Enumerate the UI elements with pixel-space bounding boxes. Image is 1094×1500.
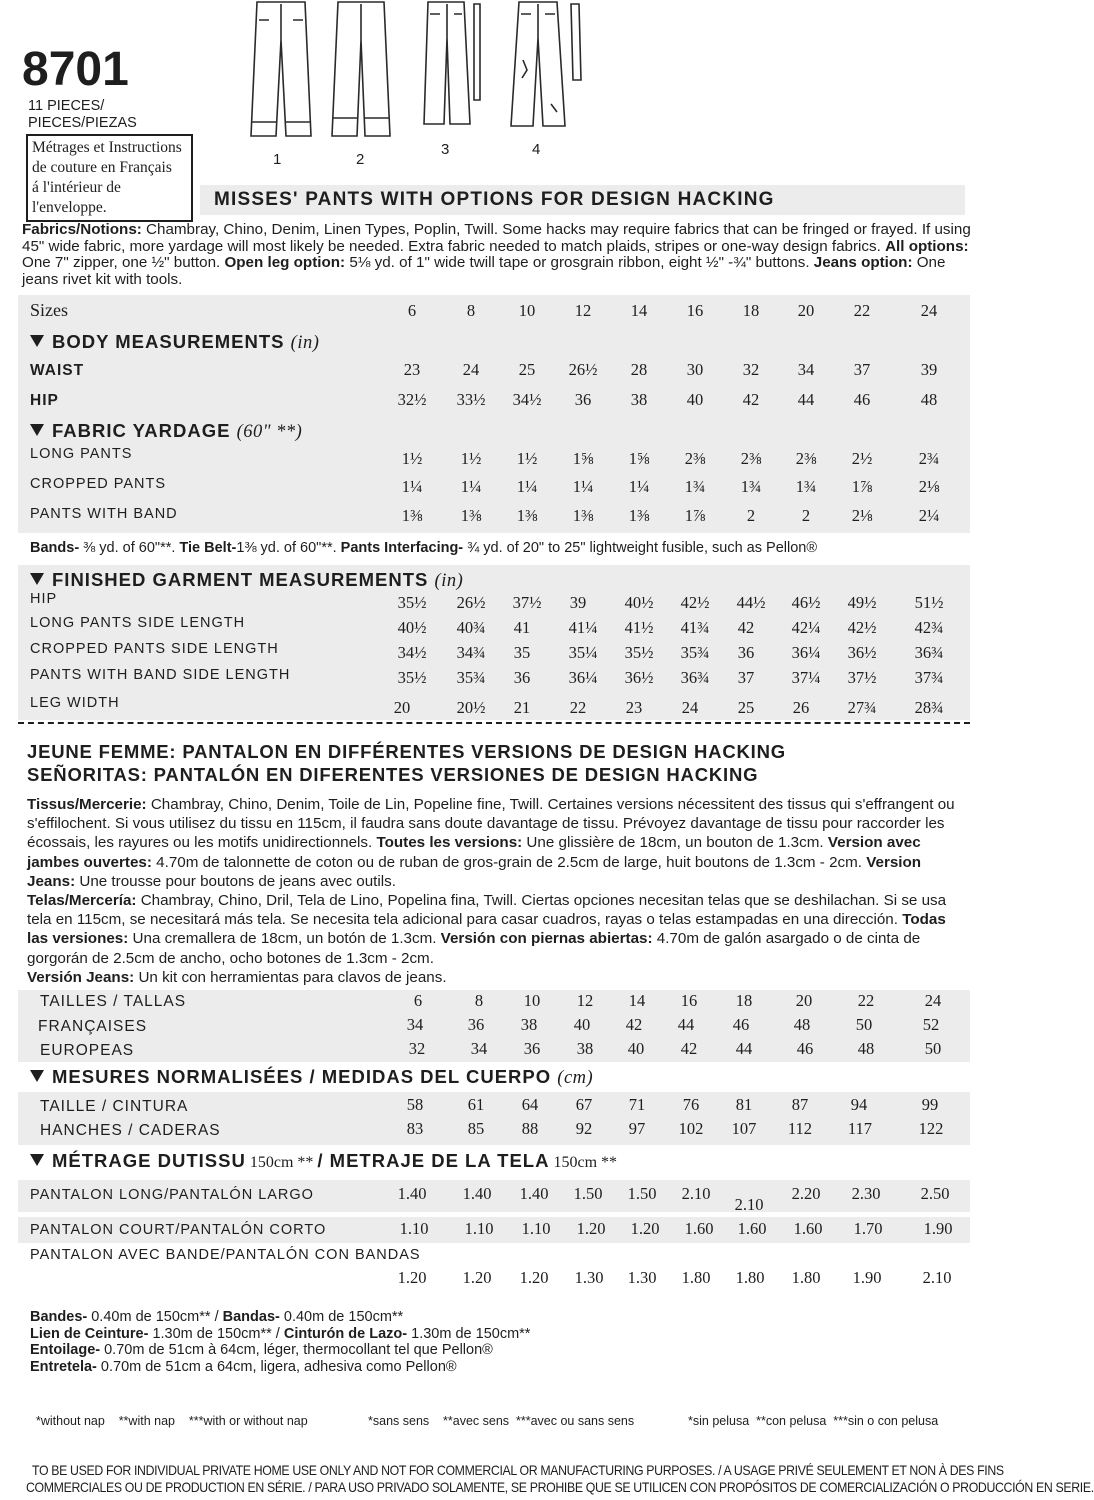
size-cell: 18 <box>742 301 760 320</box>
finished-cell: 27¾ <box>847 698 877 717</box>
metric-body-heading: MESURES NORMALISÉES / MEDIDAS DEL CUERPO (cm) <box>30 1066 593 1089</box>
metric-yardage-cell: 1.80 <box>735 1268 765 1287</box>
tailles-label: TAILLES / TALLAS <box>40 993 187 1010</box>
footnote-en: *without nap **with nap ***with or without nap <box>36 1414 308 1428</box>
footnote-es: *sin pelusa **con pelusa ***sin o con pelusa <box>688 1414 939 1428</box>
size-cell: 16 <box>680 991 698 1010</box>
fabrics-notions-en <box>22 222 977 288</box>
yardage-cell: 1⅜ <box>401 506 423 525</box>
metric-yardage-cell: 1.30 <box>627 1268 657 1287</box>
metric-yardage-cell: 1.80 <box>681 1268 711 1287</box>
body-cell: 85 <box>467 1119 485 1138</box>
long-side-length-label: LONG PANTS SIDE LENGTH <box>30 615 246 631</box>
finished-cell: 42½ <box>847 618 877 637</box>
yardage-cell: 1½ <box>516 449 538 468</box>
metric-yardage-heading: MÉTRAGE DUTISSU 150cm ** / METRAJE DE LA TELA 150cm ** <box>30 1150 617 1172</box>
body-cell: 102 <box>678 1119 704 1138</box>
waist-cell: 23 <box>403 360 421 379</box>
finished-cell: 35¾ <box>456 668 486 687</box>
pants-with-band-label: PANTS WITH BAND <box>30 506 178 522</box>
yardage-cell: 1¼ <box>628 477 650 496</box>
metric-yardage-cell: 1.10 <box>521 1219 551 1238</box>
finished-cell: 36¼ <box>568 668 598 687</box>
waist-cell: 30 <box>686 360 704 379</box>
size-cell: 18 <box>735 991 753 1010</box>
size-cell: 44 <box>677 1015 695 1034</box>
all-options-label: All options: <box>885 237 969 255</box>
cropped-side-length-label: CROPPED PANTS SIDE LENGTH <box>30 641 279 657</box>
fabric-yardage-heading: FABRIC YARDAGE (60" **) <box>30 420 302 443</box>
finished-cell: 35½ <box>624 643 654 662</box>
finished-cell: 35¼ <box>568 643 598 662</box>
size-cell: 10 <box>518 301 536 320</box>
yardage-cell: 2⅜ <box>684 449 706 468</box>
title-es: SEÑORITAS: PANTALÓN EN DIFERENTES VERSIONES DE DESIGN HACKING <box>27 764 759 785</box>
finished-cell: 39 <box>569 593 587 612</box>
finished-cell: 20½ <box>456 698 486 717</box>
finished-cell: 34½ <box>397 643 427 662</box>
view-label-1: 1 <box>273 151 282 168</box>
size-cell: 16 <box>686 301 704 320</box>
finished-cell: 42¼ <box>791 618 821 637</box>
body-cell: 61 <box>467 1095 485 1114</box>
metric-yardage-cell: 1.30 <box>574 1268 604 1287</box>
body-cell: 94 <box>850 1095 868 1114</box>
body-cell: 117 <box>847 1119 873 1138</box>
body-cell: 81 <box>735 1095 753 1114</box>
metric-yardage-cell: 2.10 <box>681 1184 711 1203</box>
hip-label: HIP <box>30 392 59 409</box>
triangle-down-icon <box>30 573 44 585</box>
size-cell: 52 <box>922 1015 940 1034</box>
finished-cell: 49½ <box>847 593 877 612</box>
metric-yardage-cell: 1.80 <box>791 1268 821 1287</box>
size-cell: 32 <box>408 1039 426 1058</box>
yardage-cell: 2⅜ <box>740 449 762 468</box>
metric-yardage-cell: 1.40 <box>397 1184 427 1203</box>
fr-box-line-2: de couture en Français <box>32 159 172 176</box>
triangle-down-icon <box>30 424 44 436</box>
finished-cell: 21 <box>513 698 531 717</box>
size-cell: 36 <box>467 1015 485 1034</box>
finished-cell: 37¾ <box>914 668 944 687</box>
finished-cell: 25 <box>737 698 755 717</box>
hip-cell: 42 <box>742 390 760 409</box>
metric-yardage-cell: 1.60 <box>737 1219 767 1238</box>
view-label-2: 2 <box>356 151 365 168</box>
size-cell: 48 <box>857 1039 875 1058</box>
finished-cell: 24 <box>681 698 699 717</box>
finished-cell: 36½ <box>847 643 877 662</box>
size-cell: 8 <box>466 301 476 320</box>
size-cell: 44 <box>735 1039 753 1058</box>
interfacing-note-es: Entretela- 0.70m de 51cm a 64cm, ligera, adhesiva como Pellon® <box>30 1358 457 1375</box>
hip-cell: 32½ <box>397 390 427 409</box>
pantalon-court-label: PANTALON COURT/PANTALÓN CORTO <box>30 1222 327 1238</box>
size-cell: 22 <box>857 991 875 1010</box>
fabrics-notions-fr-es: Tissus/Mercerie: Chambray, Chino, Denim, Toile de Lin, Popeline fine, Twill. Certaines versions nécessitent des tissus qui s'effrangent ou s'effilochent. Si vous utilisez du tissu en 115cm, il faudra sans doute davantage de tissu. Prévoyez davantage de tissu pour raccorder les écossais, les rayures ou les motifs unidirectionnels. Toutes les versions: Une glissière de 18cm, un bouton de 1.3cm. Version avec jambes ouvertes: 4.70m de talonnette de coton ou de ruban de gros-grain de 2.5cm de large, huit boutons de 1.3cm - 2cm. Version Jeans: Une trousse pour boutons de jeans avec outils. Telas/Mercería: Chambray, Chino, Dril, Tela de Lino, Popelina fina, Twill. Ciertas opciones necesitan telas que se deshilachan. Si se usa tela en 115cm, se necesitará más tela. Se necesita tela adicional para casar cuadros, rayas o telas estampadas en una dirección. Todas las versiones: Una cremallera de 18cm, un botón de 1.3cm. Versión con piernas abiertas: 4.70m de galón asargado o de cinta de gorgorán de 2.5cm de ancho, ocho botones de 1.3cm - 2cm. Versión Jeans: Un kit con herramientas para clavos de jeans. <box>27 796 955 986</box>
yardage-cell: 1⅞ <box>684 506 706 525</box>
size-cell: 20 <box>797 301 815 320</box>
finished-cell: 36 <box>737 643 755 662</box>
cropped-pants-label: CROPPED PANTS <box>30 476 167 492</box>
finished-cell: 41¾ <box>680 618 710 637</box>
pattern-number: 8701 <box>22 43 129 96</box>
metric-yardage-cell: 1.60 <box>793 1219 823 1238</box>
finished-cell: 26½ <box>456 593 486 612</box>
finished-cell: 36¾ <box>914 643 944 662</box>
metric-yardage-cell: 1.50 <box>573 1184 603 1203</box>
yardage-cell: 1½ <box>401 449 423 468</box>
metric-yardage-cell: 1.20 <box>519 1268 549 1287</box>
hip-cell: 33½ <box>456 390 486 409</box>
finished-cell: 22 <box>569 698 587 717</box>
finished-cell: 34¾ <box>456 643 486 662</box>
finished-cell: 36¾ <box>680 668 710 687</box>
triangle-down-icon <box>30 335 44 347</box>
fr-box-line-1: Métrages et Instructions <box>32 139 182 156</box>
yardage-cell: 2 <box>801 506 811 525</box>
size-cell: 14 <box>628 991 646 1010</box>
finished-cell: 42¾ <box>914 618 944 637</box>
open-leg-label: Open leg option: <box>224 254 346 271</box>
body-cell: 112 <box>787 1119 813 1138</box>
finished-cell: 35½ <box>397 593 427 612</box>
disclaimer-line-1: TO BE USED FOR INDIVIDUAL PRIVATE HOME USE ONLY AND NOT FOR COMMERCIAL OR MANUFACTURING PURPOSES. / A USAGE PRIVÉ SEULEMENT ET NON À DES FINS <box>32 1462 1004 1478</box>
finished-cell: 40½ <box>397 618 427 637</box>
yardage-cell: 1¾ <box>795 477 817 496</box>
metric-yardage-cell: 2.10 <box>922 1268 952 1287</box>
finished-cell: 42½ <box>680 593 710 612</box>
pieces-count-fr-es: PIECES/PIEZAS <box>28 115 137 131</box>
hip-cell: 38 <box>630 390 648 409</box>
yardage-cell: 1¼ <box>460 477 482 496</box>
finished-cell: 41 <box>513 618 531 637</box>
yardage-cell: 1⅜ <box>460 506 482 525</box>
jeans-option-label: Jeans option: <box>813 254 913 271</box>
view-4-illustration <box>505 0 585 130</box>
size-cell: 42 <box>625 1015 643 1034</box>
finished-cell: 40¾ <box>456 618 486 637</box>
body-cell: 67 <box>575 1095 593 1114</box>
finished-cell: 42 <box>737 618 755 637</box>
body-measurements-heading: BODY MEASUREMENTS (in) <box>30 331 319 354</box>
hanches-caderas-label: HANCHES / CADERAS <box>40 1122 221 1139</box>
yardage-cell: 2⅛ <box>918 477 940 496</box>
triangle-down-icon <box>30 1154 44 1166</box>
size-cell: 46 <box>732 1015 750 1034</box>
finished-cell: 23 <box>625 698 643 717</box>
metric-yardage-cell: 1.90 <box>923 1219 953 1238</box>
tie-belt-note-metric: Lien de Ceinture- 1.30m de 150cm** / Cinturón de Lazo- 1.30m de 150cm** <box>30 1325 531 1342</box>
metric-yardage-cell: 1.20 <box>462 1268 492 1287</box>
metric-yardage-cell: 1.20 <box>576 1219 606 1238</box>
francaises-label: FRANÇAISES <box>38 1018 148 1035</box>
waist-cell: 28 <box>630 360 648 379</box>
finished-measurements-heading: FINISHED GARMENT MEASUREMENTS (in) <box>30 569 463 592</box>
waist-cell: 34 <box>797 360 815 379</box>
pantalon-bande-label: PANTALON AVEC BANDE/PANTALÓN CON BANDAS <box>30 1247 421 1263</box>
finished-cell: 35¾ <box>680 643 710 662</box>
yardage-cell: 2⅛ <box>851 506 873 525</box>
size-cell: 22 <box>853 301 871 320</box>
fabrics-label: Fabrics/Notions: <box>22 221 142 238</box>
size-cell: 12 <box>574 301 592 320</box>
waist-label: WAIST <box>30 362 85 379</box>
hip-cell: 48 <box>920 390 938 409</box>
title-fr: JEUNE FEMME: PANTALON EN DIFFÉRENTES VERSIONS DE DESIGN HACKING <box>27 741 786 762</box>
body-cell: 83 <box>406 1119 424 1138</box>
triangle-down-icon <box>30 1070 44 1082</box>
finished-cell: 20 <box>393 698 411 717</box>
size-cell: 38 <box>576 1039 594 1058</box>
waist-cell: 37 <box>853 360 871 379</box>
metric-yardage-cell: 1.20 <box>397 1268 427 1287</box>
yardage-cell: 1⅞ <box>851 477 873 496</box>
footnote-fr: *sans sens **avec sens ***avec ou sans sens <box>368 1414 635 1428</box>
size-cell: 8 <box>474 991 484 1010</box>
open-leg-text: 5⅛ yd. of 1" wide twill tape or grosgrain ribbon, eight ½" -¾" buttons. <box>345 254 814 271</box>
yardage-cell: 2½ <box>851 449 873 468</box>
size-cell: 6 <box>407 301 417 320</box>
view-2-illustration <box>330 0 392 140</box>
size-cell: 50 <box>924 1039 942 1058</box>
body-cell: 64 <box>521 1095 539 1114</box>
waist-cell: 39 <box>920 360 938 379</box>
finished-cell: 37 <box>737 668 755 687</box>
metric-notes <box>30 1309 530 1375</box>
leg-width-label: LEG WIDTH <box>30 695 120 711</box>
long-pants-label: LONG PANTS <box>30 446 133 462</box>
all-options-text: One 7" zipper, one ½" button. <box>22 254 225 271</box>
finished-cell: 51½ <box>914 593 944 612</box>
size-cell: 50 <box>855 1015 873 1034</box>
yardage-cell: 1⅜ <box>628 506 650 525</box>
metric-yardage-cell: 1.10 <box>464 1219 494 1238</box>
fr-box-line-4: l'enveloppe. <box>32 199 107 216</box>
waist-cell: 25 <box>518 360 536 379</box>
metric-yardage-cell: 1.10 <box>399 1219 429 1238</box>
yardage-cell: 1⅜ <box>572 506 594 525</box>
taille-cintura-label: TAILLE / CINTURA <box>40 1098 189 1115</box>
metric-yardage-cell: 1.50 <box>627 1184 657 1203</box>
hip-cell: 46 <box>853 390 871 409</box>
hip-cell: 40 <box>686 390 704 409</box>
size-cell: 48 <box>793 1015 811 1034</box>
yardage-cell: 1¼ <box>572 477 594 496</box>
body-cell: 58 <box>406 1095 424 1114</box>
pieces-count-en: 11 PIECES/ <box>28 98 105 114</box>
body-cell: 122 <box>918 1119 944 1138</box>
view-label-4: 4 <box>532 141 541 158</box>
size-cell: 20 <box>795 991 813 1010</box>
yardage-cell: 2¼ <box>918 506 940 525</box>
bands-note: Bands- ⅜ yd. of 60"**. Tie Belt-1⅜ yd. of 60"**. Pants Interfacing- ¾ yd. of 20" to 25" lightweight fusible, such as Pellon® <box>30 540 818 556</box>
hip-cell: 44 <box>797 390 815 409</box>
size-cell: 24 <box>924 991 942 1010</box>
fabrics-text: Chambray, Chino, Denim, Linen Types, Poplin, Twill. Some hacks may require fabrics that can be fringed or frayed. If using 45" wide fabric, more yardage will most likely be needed. Extra fabric needed to match plaids, stripes or one-way design fabrics. <box>22 221 971 255</box>
yardage-cell: 2¾ <box>918 449 940 468</box>
hip-cell: 36 <box>574 390 592 409</box>
size-cell: 24 <box>920 301 938 320</box>
finished-cell: 46½ <box>791 593 821 612</box>
finished-cell: 35 <box>513 643 531 662</box>
hip-cell: 34½ <box>512 390 542 409</box>
yardage-cell: 1⅜ <box>516 506 538 525</box>
finished-cell: 37¼ <box>791 668 821 687</box>
yardage-cell: 1¼ <box>516 477 538 496</box>
view-label-3: 3 <box>441 141 450 158</box>
finished-cell: 36¼ <box>791 643 821 662</box>
sizes-label: Sizes <box>30 300 68 320</box>
finished-hip-label: HIP <box>30 591 58 607</box>
finished-cell: 36½ <box>624 668 654 687</box>
finished-cell: 41¼ <box>568 618 598 637</box>
size-cell: 42 <box>680 1039 698 1058</box>
size-cell: 34 <box>406 1015 424 1034</box>
size-cell: 40 <box>573 1015 591 1034</box>
finished-cell: 44½ <box>736 593 766 612</box>
yardage-cell: 1¾ <box>740 477 762 496</box>
body-cell: 92 <box>575 1119 593 1138</box>
yardage-cell: 1½ <box>460 449 482 468</box>
metric-yardage-cell: 1.70 <box>853 1219 883 1238</box>
europeas-label: EUROPEAS <box>40 1042 135 1059</box>
body-cell: 88 <box>521 1119 539 1138</box>
waist-cell: 32 <box>742 360 760 379</box>
yardage-cell: 1¾ <box>684 477 706 496</box>
section-divider <box>18 722 970 724</box>
finished-cell: 26 <box>792 698 810 717</box>
finished-cell: 35½ <box>397 668 427 687</box>
size-cell: 6 <box>413 991 423 1010</box>
body-cell: 97 <box>628 1119 646 1138</box>
disclaimer-line-2: COMMERCIALES OU DE PRODUCTION EN SÉRIE. / PARA USO PRIVADO SOLAMENTE, SE PROHIBE QUE SE UTILICEN CON PROPÓSITOS DE COMERCIALIZACIÓN O PRODUCCIÓN EN SERIE. <box>26 1479 1094 1495</box>
metric-yardage-cell: 1.20 <box>630 1219 660 1238</box>
bands-note-metric: Bandes- 0.40m de 150cm** / Bandas- 0.40m de 150cm** <box>30 1309 404 1325</box>
yardage-cell: 2 <box>746 506 756 525</box>
finished-cell: 40½ <box>624 593 654 612</box>
metric-yardage-cell: 2.50 <box>920 1184 950 1203</box>
interfacing-note-fr: Entoilage- 0.70m de 51cm à 64cm, léger, thermocollant tel que Pellon® <box>30 1342 493 1358</box>
fr-box-line-3: á l'intérieur de <box>32 179 121 196</box>
finished-cell: 28¾ <box>914 698 944 717</box>
body-cell: 76 <box>682 1095 700 1114</box>
finished-cell: 37½ <box>847 668 877 687</box>
finished-cell: 36 <box>513 668 531 687</box>
size-cell: 38 <box>520 1015 538 1034</box>
size-cell: 10 <box>523 991 541 1010</box>
finished-cell: 37½ <box>512 593 542 612</box>
waist-cell: 26½ <box>568 360 598 379</box>
size-cell: 36 <box>523 1039 541 1058</box>
metric-yardage-cell: 1.40 <box>519 1184 549 1203</box>
pattern-title: MISSES' PANTS WITH OPTIONS FOR DESIGN HACKING <box>200 185 965 215</box>
body-cell: 99 <box>921 1095 939 1114</box>
yardage-cell: 1⅝ <box>628 449 650 468</box>
size-cell: 46 <box>796 1039 814 1058</box>
metric-yardage-cell: 2.10 <box>734 1195 764 1214</box>
finished-cell: 41½ <box>624 618 654 637</box>
pantalon-long-label: PANTALON LONG/PANTALÓN LARGO <box>30 1187 314 1203</box>
size-cell: 40 <box>627 1039 645 1058</box>
metric-yardage-cell: 1.90 <box>852 1268 882 1287</box>
size-cell: 14 <box>630 301 648 320</box>
view-3-illustration <box>420 0 484 130</box>
band-side-length-label: PANTS WITH BAND SIDE LENGTH <box>30 667 291 683</box>
french-instructions-box <box>26 134 193 222</box>
body-cell: 71 <box>628 1095 646 1114</box>
size-cell: 12 <box>576 991 594 1010</box>
jeans-option-text: One jeans rivet kit with tools. <box>22 254 946 288</box>
metric-yardage-cell: 2.20 <box>791 1184 821 1203</box>
yardage-cell: 2⅜ <box>795 449 817 468</box>
body-cell: 87 <box>791 1095 809 1114</box>
waist-cell: 24 <box>462 360 480 379</box>
yardage-cell: 1⅝ <box>572 449 594 468</box>
metric-yardage-cell: 1.60 <box>684 1219 714 1238</box>
metric-yardage-cell: 2.30 <box>851 1184 881 1203</box>
yardage-cell: 1¼ <box>401 477 423 496</box>
metric-yardage-cell: 1.40 <box>462 1184 492 1203</box>
body-cell: 107 <box>731 1119 757 1138</box>
size-cell: 34 <box>470 1039 488 1058</box>
view-1-illustration <box>245 0 315 140</box>
